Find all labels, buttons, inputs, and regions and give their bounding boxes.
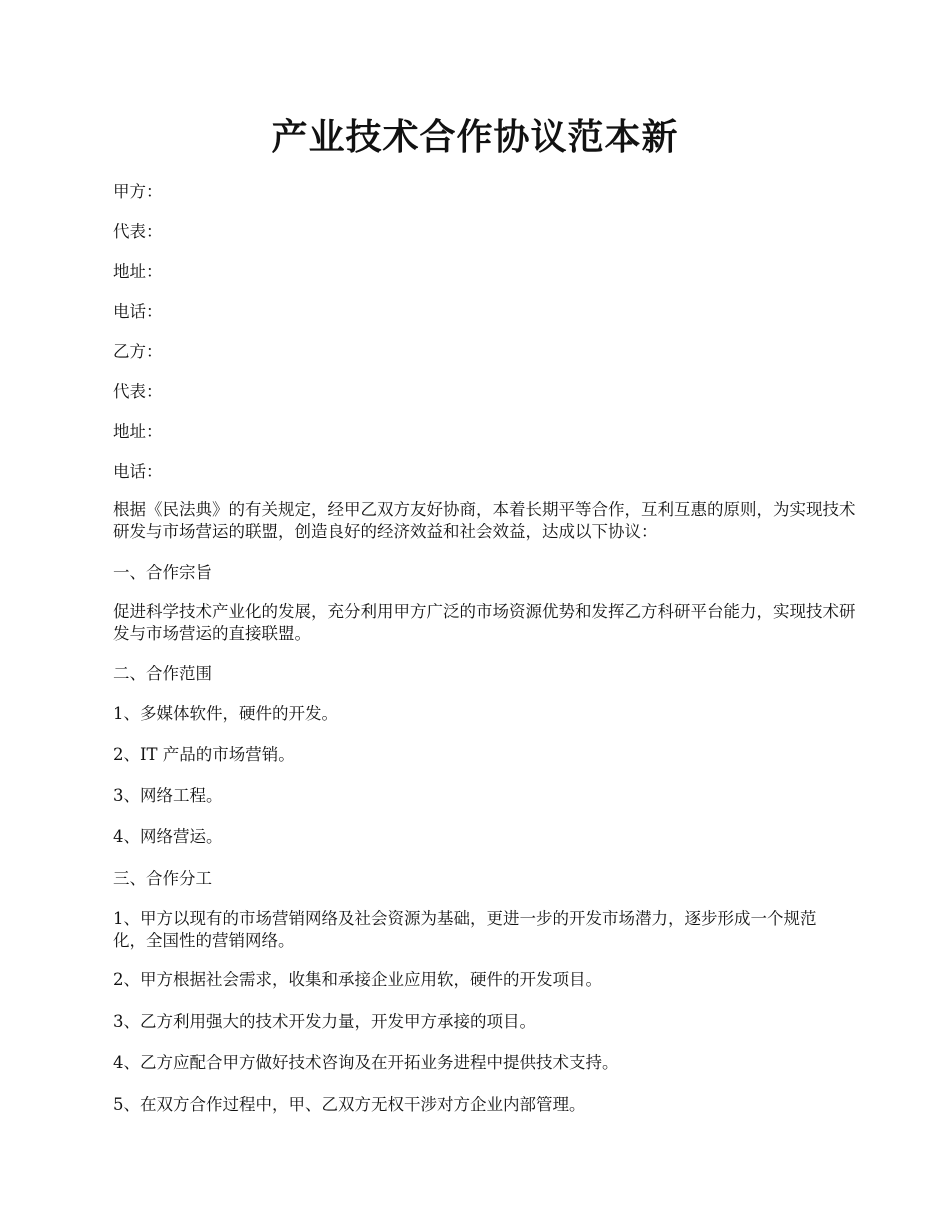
party-b-phone: 电话： bbox=[113, 462, 163, 481]
party-a-phone: 电话： bbox=[113, 302, 163, 321]
party-b-address: 地址： bbox=[113, 422, 163, 441]
section2-item: 4、网络营运。 bbox=[113, 827, 223, 846]
party-b-label: 乙方： bbox=[113, 342, 163, 361]
section2-item: 1、多媒体软件，硬件的开发。 bbox=[113, 704, 338, 723]
section3-heading: 三、合作分工 bbox=[113, 869, 212, 888]
party-a-label: 甲方： bbox=[113, 182, 163, 201]
party-a-address: 地址： bbox=[113, 262, 163, 281]
party-b-representative: 代表： bbox=[113, 382, 163, 401]
section3-item: 5、在双方合作过程中，甲、乙双方无权干涉对方企业内部管理。 bbox=[113, 1095, 586, 1114]
party-a-representative: 代表： bbox=[113, 222, 163, 241]
intro-paragraph: 根据《民法典》的有关规定，经甲乙双方友好协商，本着长期平等合作，互利互惠的原则，为实现技术研发与市场营运的联盟，创造良好的经济效益和社会效益，达成以下协议： bbox=[113, 500, 856, 541]
section2-item: 3、网络工程。 bbox=[113, 786, 223, 805]
section3-item: 1、甲方以现有的市场营销网络及社会资源为基础，更进一步的开发市场潜力，逐步形成一个规范化，全国性的营销网络。 bbox=[113, 909, 817, 950]
document-title: 产业技术合作协议范本新 bbox=[271, 116, 679, 158]
section3-item: 2、甲方根据社会需求，收集和承接企业应用软，硬件的开发项目。 bbox=[113, 970, 602, 989]
section2-item: 2、IT 产品的市场营销。 bbox=[113, 745, 295, 764]
section1-body: 促进科学技术产业化的发展，充分利用甲方广泛的市场资源优势和发挥乙方科研平台能力，实现技术研发与市场营运的直接联盟。 bbox=[113, 602, 856, 643]
section2-heading: 二、合作范围 bbox=[113, 664, 212, 683]
section1-heading: 一、合作宗旨 bbox=[113, 563, 212, 582]
section3-item: 4、乙方应配合甲方做好技术咨询及在开拓业务进程中提供技术支持。 bbox=[113, 1053, 619, 1072]
section3-item: 3、乙方利用强大的技术开发力量，开发甲方承接的项目。 bbox=[113, 1012, 536, 1031]
